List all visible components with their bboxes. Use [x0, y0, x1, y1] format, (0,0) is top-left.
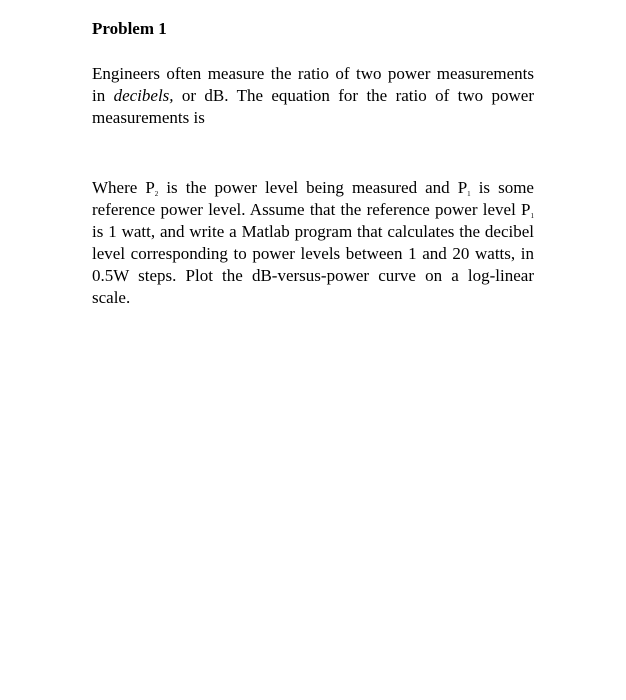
task-paragraph [92, 177, 534, 309]
intro-paragraph [92, 63, 534, 129]
subscript-1: 1 [530, 212, 534, 220]
task-text-2: is the power level being measured and P [158, 178, 468, 197]
task-text-1: Where P [92, 178, 155, 197]
subscript-1: 1 [467, 190, 471, 198]
decibels-emphasis: decibels, [113, 86, 174, 105]
intro-text-start: Engineers often measure the ratio of two power measurements in [92, 64, 534, 105]
document-page [92, 18, 534, 309]
subscript-2: 2 [154, 190, 159, 198]
intro-text-end: or dB. The equation for the ratio of two power measurements is [92, 86, 534, 127]
problem-title: Problem 1 [92, 19, 167, 38]
task-text-4: is 1 watt, and write a Matlab program that calculates the decibel level corresponding to power levels between 1 and 20 watts, in 0.5W steps. Plot the dB-versus-power curve on a log-linear scale. [92, 222, 534, 307]
task-text-3: is some reference power level. Assume that the reference power level P [92, 178, 534, 219]
